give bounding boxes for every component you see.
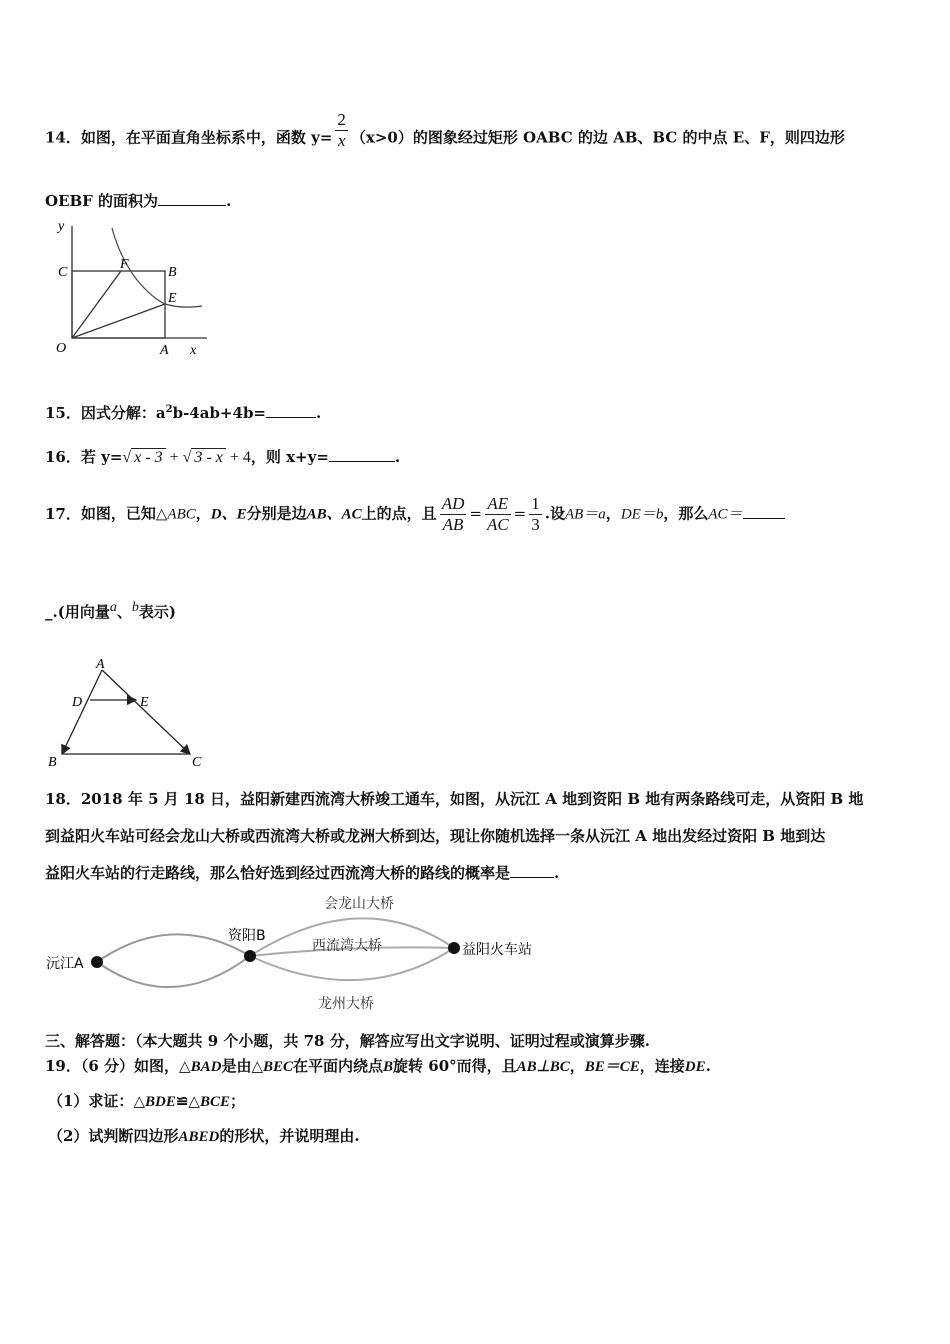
q17-line2: _.(用向量$^a$、$^b$表示): [45, 600, 176, 621]
q14-text-c: OEBF 的面积为: [45, 192, 159, 210]
q17-answer-blank[interactable]: [743, 504, 785, 519]
label-C: C: [58, 265, 68, 280]
label-x: x: [190, 343, 197, 358]
label-E: E: [140, 695, 149, 710]
q19-part2: （2）试判断四边形ABED的形状，并说明理由.: [48, 1127, 360, 1145]
q17-fraction-ae-ac: $\frac{AE}{AC}$: [486, 494, 509, 534]
q14-line1: [45, 110, 845, 159]
q19-number: 19．: [45, 1057, 81, 1075]
q16-line: 16．若 y=√ x - 3 + √ 3 - x + 4，则 x+y= .: [45, 448, 401, 466]
q14-text-b: （x>0）的图象经过矩形 OABC 的边 AB、BC 的中点 E、F，则四边形: [350, 128, 845, 147]
label-E: E: [168, 291, 177, 306]
q19-line1: 19．（6 分）如图，△BAD是由△BEC在平面内绕点B旋转 60°而得，且AB⊥BC，BE＝CE，连接DE.: [45, 1057, 711, 1075]
label-route3: 龙州大桥: [318, 996, 374, 1012]
label-C: C: [192, 755, 202, 770]
label-route1: 会龙山大桥: [324, 896, 394, 912]
q14-number: 14．: [45, 128, 81, 147]
q16-number: 16．: [45, 448, 81, 466]
q17-fraction-ad-ab: $\frac{AD}{AB}$: [441, 494, 465, 534]
q17-fraction-1-3: $\frac{1}{3}$: [531, 494, 540, 534]
q17-line1: 17．如图，已知△ABC，D、E分别是边AB、AC上的点，且 $\frac{AD}{AB}$ = $\frac{AE}{AC}$ = $\frac{1}{3}$ .设AB＝a，DE＝b，那么AC＝: [45, 494, 785, 535]
section3-heading: 三、解答题：（本大题共 9 个小题，共 78 分，解答应写出文字说明、证明过程或演算步骤.: [45, 1032, 650, 1050]
label-start: 沅江A: [46, 956, 84, 972]
q14-line2: OEBF 的面积为 .: [45, 192, 232, 210]
node-B: [244, 950, 256, 962]
q14-figure: [42, 218, 212, 368]
q16-answer-blank[interactable]: [329, 447, 395, 462]
label-y: y: [58, 219, 65, 234]
q15-line: 15．因式分解：$a^2b-4ab+4b=$ .: [45, 404, 322, 422]
label-D: D: [72, 695, 83, 710]
segment-OF: [72, 271, 121, 338]
label-B: B: [48, 755, 57, 770]
label-end: 益阳火车站: [462, 942, 532, 958]
q18-answer-blank[interactable]: [510, 863, 554, 878]
node-station: [448, 942, 460, 954]
vector-AC: [102, 670, 190, 754]
q14-answer-blank[interactable]: [158, 191, 226, 206]
q18-line1: 18．2018 年 5 月 18 日，益阳新建西流湾大桥竣工通车，如图，从沅江 A 地到资阳 B 地有两条路线可走，从资阳 B 地: [45, 790, 864, 808]
q18-line2: 到益阳火车站可经会龙山大桥或西流湾大桥或龙洲大桥到达，现让你随机选择一条从沅江 A 地出发经过资阳 B 地到达: [45, 827, 826, 845]
label-mid: 资阳B: [228, 928, 266, 944]
q14-text-a: 如图，在平面直角坐标系中，函数 y=: [80, 128, 333, 147]
label-B: B: [168, 265, 177, 280]
q17-number: 17．: [45, 504, 81, 523]
label-F: F: [120, 257, 129, 272]
label-A: A: [160, 343, 169, 358]
segment-OE: [72, 304, 165, 338]
vector-AB: [62, 670, 102, 754]
route-A-to-B-lower: [97, 956, 250, 987]
q14-fraction: $\frac{2}{x}$: [337, 110, 346, 150]
label-route2: 西流湾大桥: [312, 938, 382, 954]
node-A: [91, 956, 103, 968]
q18-line3: 益阳火车站的行走路线，那么恰好选到经过西流湾大桥的路线的概率是 .: [45, 864, 560, 882]
q18-route-diagram: [42, 890, 562, 1020]
q15-number: 15．: [45, 404, 81, 422]
q19-part1: （1）求证：△BDE≌△BCE；: [48, 1092, 245, 1110]
q16-expression: √ x - 3 + √ 3 - x + 4: [122, 449, 251, 466]
q17-figure: [44, 654, 214, 774]
rectangle-OABC: [72, 271, 165, 338]
q15-answer-blank[interactable]: [266, 403, 316, 418]
label-O: O: [56, 341, 67, 356]
label-A: A: [96, 657, 105, 672]
